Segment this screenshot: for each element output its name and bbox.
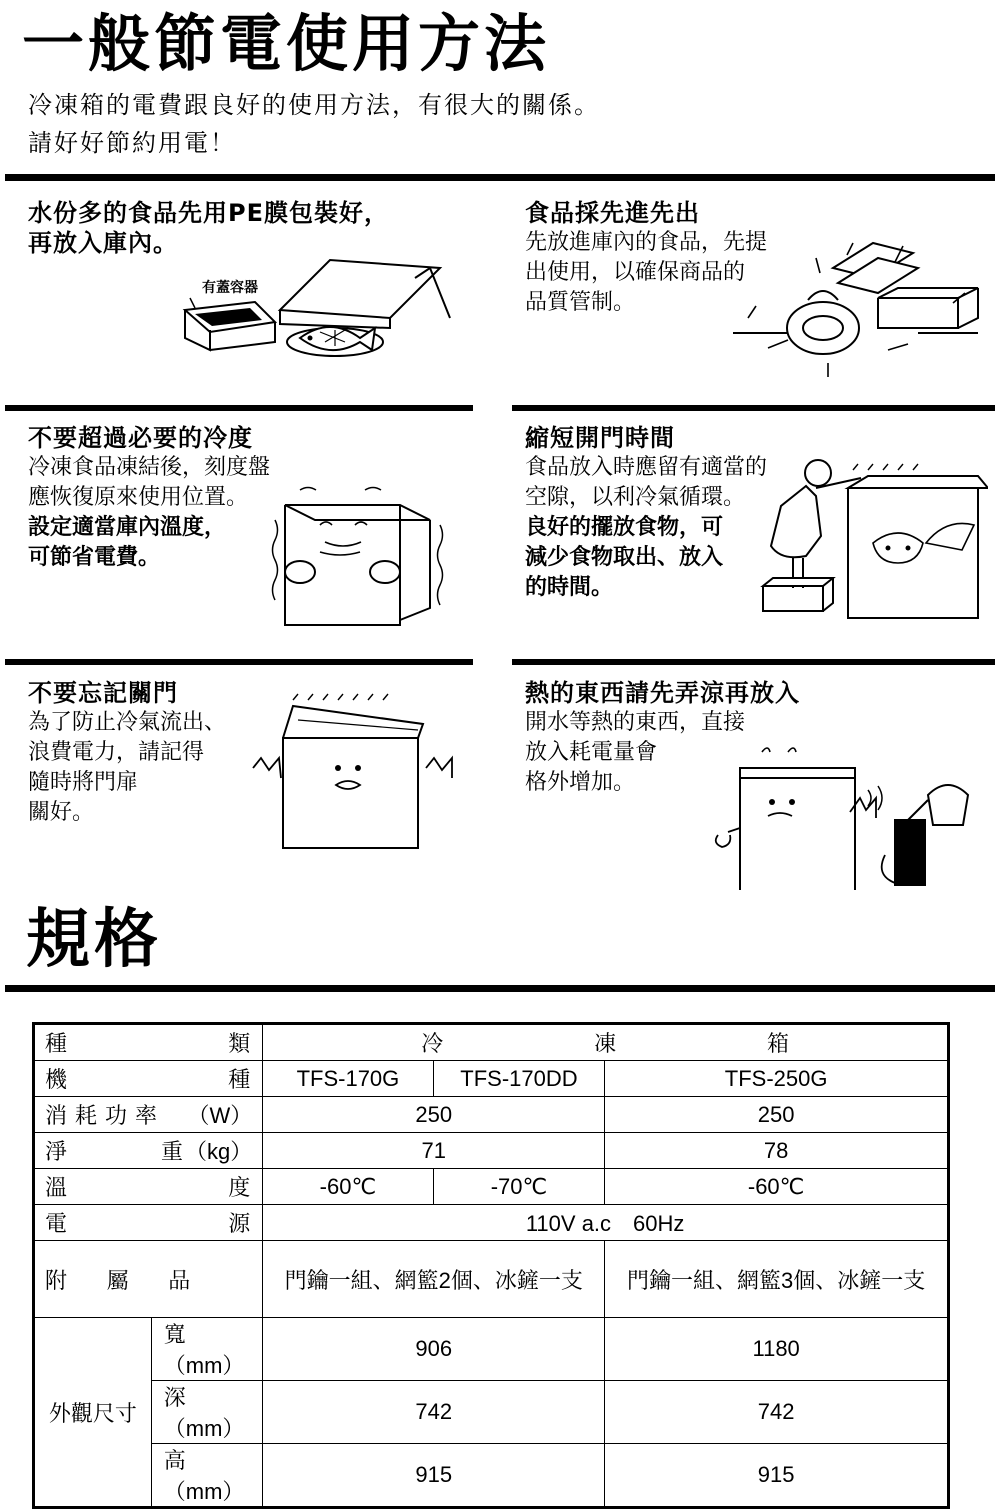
intro-line-1: 冷凍箱的電費跟良好的使用方法，有很大的關係。 xyxy=(28,91,600,119)
table-row-weight xyxy=(34,1133,949,1169)
table-cell: 110V a.c 60Hz xyxy=(263,1205,949,1241)
section-divider xyxy=(512,659,995,665)
fifo-illustration xyxy=(728,238,990,378)
table-row-depth xyxy=(34,1381,949,1444)
tip-body-line: 食品放入時應留有適當的 xyxy=(525,455,768,480)
table-row-accessories xyxy=(34,1241,949,1318)
type-value-char: 凍 xyxy=(594,1031,617,1056)
row-label: 種 類 xyxy=(34,1024,263,1061)
row-label: 電 源 xyxy=(34,1205,263,1241)
row-label: 附 屬 品 xyxy=(34,1241,263,1318)
table-row-supply xyxy=(34,1205,949,1241)
table-row-width xyxy=(34,1318,949,1381)
section-divider xyxy=(5,405,473,411)
table-cell: 1180 xyxy=(605,1318,949,1381)
table-cell: TFS-250G xyxy=(605,1061,949,1097)
table-cell: TFS-170G xyxy=(263,1061,433,1097)
table-cell: 78 xyxy=(605,1133,949,1169)
wrap-food-illustration xyxy=(170,258,460,368)
section-divider xyxy=(5,174,995,181)
tip-heading: 食品採先進先出 xyxy=(525,199,700,227)
row-unit: （kg） xyxy=(185,1139,253,1164)
intro-text xyxy=(28,86,600,162)
section-divider xyxy=(5,659,473,665)
tip-body-line: 應恢復原來使用位置。 xyxy=(28,485,249,510)
section-divider xyxy=(512,405,995,411)
page-title: 一般節電使用方法 xyxy=(22,7,551,80)
sub-label: 高（mm） xyxy=(151,1444,263,1508)
tip-heading xyxy=(28,198,389,258)
tip-body-line: 開水等熱的東西，直接 xyxy=(525,710,746,735)
tip-heading: 熱的東西請先弄涼再放入 xyxy=(525,679,800,707)
sub-label: 寬（mm） xyxy=(151,1318,263,1381)
tip-heading-line: 再放入庫內。 xyxy=(28,229,178,257)
row-label: 淨 重 xyxy=(45,1139,185,1164)
spec-title: 規格 xyxy=(26,903,162,977)
tip-dont-overcool xyxy=(28,423,270,573)
tip-body-line: 冷凍食品凍結後，刻度盤 xyxy=(28,455,271,480)
tip-body-line: 關好。 xyxy=(28,800,95,825)
woman-freezer-illustration xyxy=(758,448,988,628)
tip-heading: 縮短開門時間 xyxy=(525,424,675,452)
spec-table xyxy=(32,1022,950,1509)
row-unit: （W） xyxy=(187,1103,253,1128)
intro-line-2: 請好好節約用電！ xyxy=(28,129,236,157)
row-label-cell xyxy=(34,1097,263,1133)
sub-label: 深（mm） xyxy=(151,1381,263,1444)
row-label: 溫 度 xyxy=(34,1169,263,1205)
tip-body-line: 品質管制。 xyxy=(525,290,636,315)
tip-body-line: 良好的擺放食物，可 xyxy=(525,515,724,540)
table-cell: 250 xyxy=(605,1097,949,1133)
table-row-temp xyxy=(34,1169,949,1205)
tip-body-line: 減少食物取出、放入 xyxy=(525,545,724,570)
table-row-model xyxy=(34,1061,949,1097)
table-cell: -70℃ xyxy=(433,1169,605,1205)
table-row-height xyxy=(34,1444,949,1508)
table-cell: 250 xyxy=(263,1097,605,1133)
type-value-cell xyxy=(263,1024,949,1061)
table-row-power xyxy=(34,1097,949,1133)
type-value-char: 冷 xyxy=(421,1031,444,1056)
table-cell: 71 xyxy=(263,1133,605,1169)
tip-body-line: 設定適當庫內溫度， xyxy=(28,515,227,540)
table-cell: TFS-170DD xyxy=(433,1061,605,1097)
row-label-cell xyxy=(34,1133,263,1169)
open-door-freezer-illustration xyxy=(248,690,458,850)
table-cell: 門鑰一組、網籃2個、冰鏟一支 xyxy=(263,1241,605,1318)
illustration-label: 有蓋容器 xyxy=(202,280,258,296)
table-cell: -60℃ xyxy=(605,1169,949,1205)
row-label: 外觀尺寸 xyxy=(34,1318,152,1508)
tip-body-line: 隨時將門扉 xyxy=(28,770,139,795)
tip-body-line: 先放進庫內的食品，先提 xyxy=(525,230,768,255)
tip-body-line: 出使用，以確保商品的 xyxy=(525,260,746,285)
tip-body-line: 可節省電費。 xyxy=(28,545,161,570)
section-divider xyxy=(5,985,995,992)
row-label: 機 種 xyxy=(34,1061,263,1097)
type-value-char: 箱 xyxy=(766,1031,789,1056)
tip-heading: 不要忘記關門 xyxy=(28,679,178,707)
table-cell: 742 xyxy=(263,1381,605,1444)
tip-close-door xyxy=(28,678,226,828)
tip-body-line: 空隙，以利冷氣循環。 xyxy=(525,485,746,510)
table-row-type xyxy=(34,1024,949,1061)
table-cell: 906 xyxy=(263,1318,605,1381)
hot-kettle-freezer-illustration xyxy=(700,740,975,890)
tip-body-line: 為了防止冷氣流出、 xyxy=(28,710,227,735)
table-cell: -60℃ xyxy=(263,1169,433,1205)
table-cell: 742 xyxy=(605,1381,949,1444)
cold-freezer-illustration xyxy=(260,480,460,630)
tip-body-line: 放入耗電量會 xyxy=(525,740,658,765)
table-cell: 915 xyxy=(605,1444,949,1508)
tip-body-line: 格外增加。 xyxy=(525,770,636,795)
tip-heading-line: 水份多的食品先用PE膜包裝好， xyxy=(28,199,389,227)
table-cell: 門鑰一組、網籃3個、冰鏟一支 xyxy=(605,1241,949,1318)
tip-wrap-food xyxy=(28,198,389,258)
table-cell: 915 xyxy=(263,1444,605,1508)
tip-heading: 不要超過必要的冷度 xyxy=(28,424,253,452)
tip-body-line: 的時間。 xyxy=(525,575,614,600)
tip-shorten-door-open xyxy=(525,423,767,603)
row-label: 消耗功率 xyxy=(45,1103,166,1128)
tip-body-line: 浪費電力，請記得 xyxy=(28,740,205,765)
